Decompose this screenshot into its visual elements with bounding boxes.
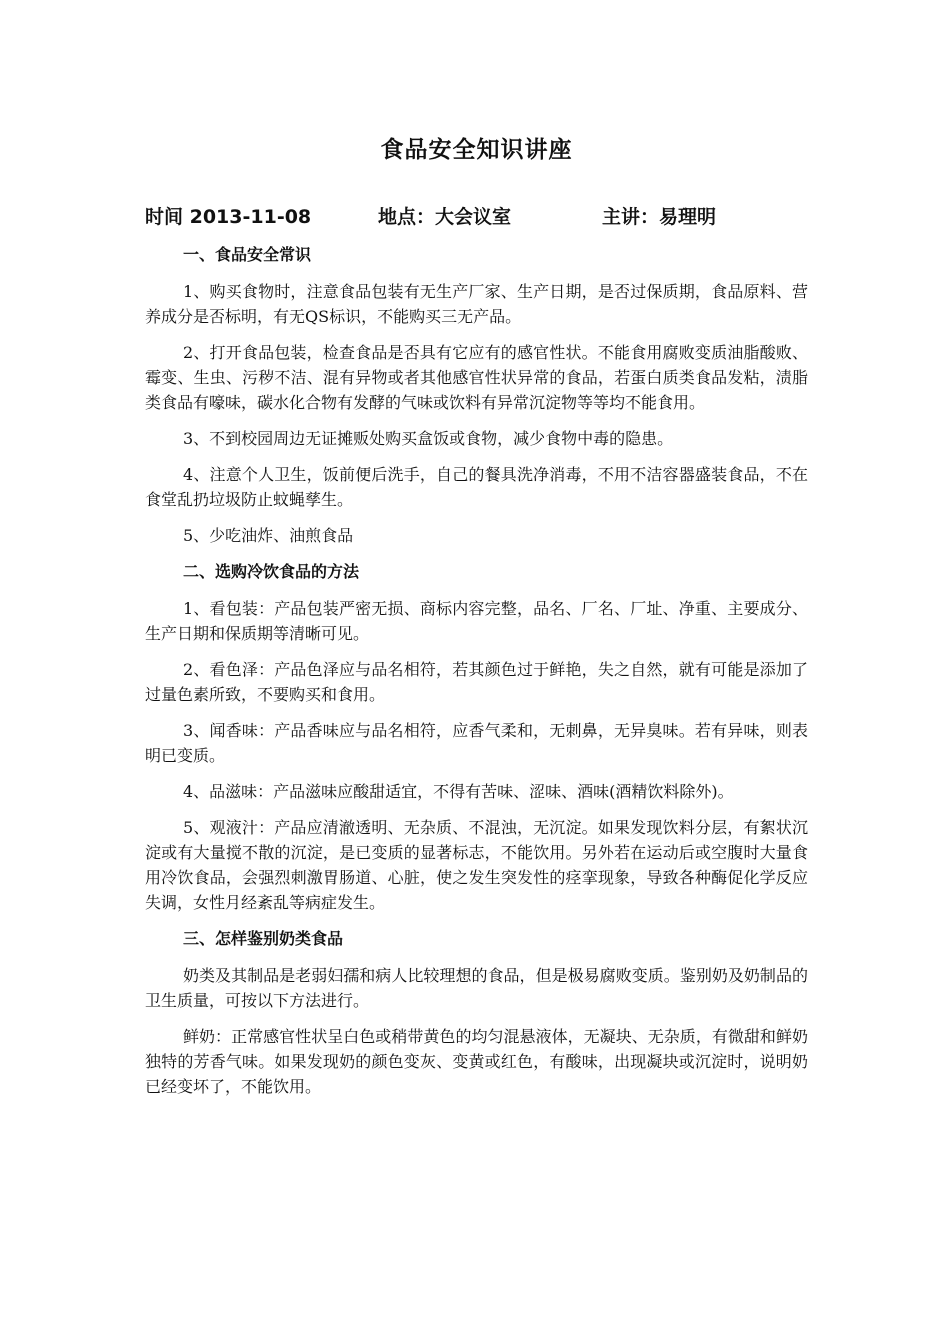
paragraph: 2、打开食品包装，检查食品是否具有它应有的感官性状。不能食用腐败变质油脂酸败、霉变、生虫、污秽不洁、混有异物或者其他感官性状异常的食品，若蛋白质类食品发粘，渍脂类食品有嚎味，碳水化合物有发酵的气味或饮料有异常沉淀物等等均不能食用。 — [145, 343, 808, 412]
lecture-place: 地点：大会议室 — [378, 206, 512, 228]
paragraph: 奶类及其制品是老弱妇孺和病人比较理想的食品，但是极易腐败变质。鉴别奶及奶制品的卫生质量，可按以下方法进行。 — [145, 966, 808, 1010]
paragraph: 1、看包装：产品包装严密无损、商标内容完整，品名、厂名、厂址、净重、主要成分、生产日期和保质期等清晰可见。 — [145, 599, 808, 643]
paragraph: 3、不到校园周边无证摊贩处购买盒饭或食物，减少食物中毒的隐患。 — [183, 429, 674, 448]
paragraph: 2、看色泽：产品色泽应与品名相符，若其颜色过于鲜艳，失之自然，就有可能是添加了过量色素所致，不要购买和食用。 — [145, 660, 808, 704]
paragraph: 4、品滋味：产品滋味应酸甜适宜，不得有苦味、涩味、酒味(酒精饮料除外)。 — [183, 782, 734, 801]
section-heading: 三、怎样鉴别奶类食品 — [183, 929, 344, 948]
lecture-speaker: 主讲：易理明 — [602, 206, 717, 228]
document-page — [145, 128, 808, 1110]
section-heading: 一、食品安全常识 — [183, 245, 312, 264]
paragraph: 4、注意个人卫生，饭前便后洗手，自己的餐具洗净消毒，不用不洁容器盛装食品，不在食堂乱扔垃圾防止蚊蝇孳生。 — [145, 465, 808, 509]
paragraph: 5、少吃油炸、油煎食品 — [183, 526, 354, 545]
paragraph: 1、购买食物时，注意食品包装有无生产厂家、生产日期，是否过保质期，食品原料、营养成分是否标明，有无QS标识，不能购买三无产品。 — [145, 282, 808, 326]
section-heading: 二、选购冷饮食品的方法 — [183, 562, 360, 581]
paragraph: 3、闻香味：产品香味应与品名相符，应香气柔和，无刺鼻，无异臭味。若有异味，则表明已变质。 — [145, 721, 808, 765]
document-title: 食品安全知识讲座 — [380, 137, 573, 163]
paragraph: 鲜奶：正常感官性状呈白色或稍带黄色的均匀混悬液体，无凝块、无杂质，有微甜和鲜奶独特的芳香气味。如果发现奶的颜色变灰、变黄或红色，有酸味，出现凝块或沉淀时，说明奶已经变坏了，不能饮用。 — [145, 1027, 808, 1096]
paragraph: 5、观液汁：产品应清澈透明、无杂质、不混浊，无沉淀。如果发现饮料分层，有絮状沉淀或有大量搅不散的沉淀，是已变质的显著标志，不能饮用。另外若在运动后或空腹时大量食用冷饮食品，会强烈刺激胃肠道、心脏，使之发生突发性的痉挛现象，导致各种酶促化学反应失调，女性月经紊乱等病症发生。 — [145, 818, 808, 912]
lecture-meta — [145, 200, 808, 234]
lecture-time: 时间 2013-11-08 — [145, 206, 312, 228]
